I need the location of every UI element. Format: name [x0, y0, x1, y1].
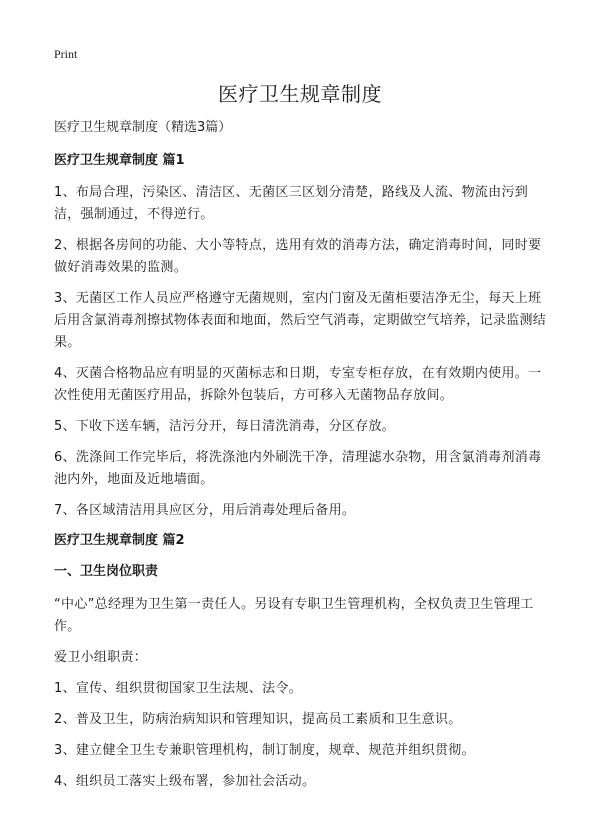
section1-item: 4、灭菌合格物品应有明显的灭菌标志和日期，专室专柜存放，在有效期内使用。一次性使用无菌医疗用品，拆除外包装后，方可移入无菌物品存放间。 [54, 366, 542, 403]
document-body [54, 118, 548, 802]
section2-sub-heading: 一、卫生岗位职责 [54, 564, 159, 579]
section2-item: 4、组织员工落实上级布署，参加社会活动。 [54, 774, 316, 789]
section-heading-2: 医疗卫生规章制度 篇2 [54, 533, 185, 548]
section2-item: “中心”总经理为卫生第一责任人。另设有专职卫生管理机构，全权负责卫生管理工作。 [54, 597, 534, 634]
section1-item: 7、各区域清洁用具应区分，用后消毒处理后备用。 [54, 503, 356, 518]
section2-item: 2、普及卫生，防病治病知识和管理知识，提高员工素质和卫生意识。 [54, 712, 462, 727]
section1-item: 6、洗涤间工作完毕后，将洗涤池内外刷洗干净，清理滤水杂物，用含氯消毒剂消毒池内外，地面及近地墙面。 [54, 450, 542, 487]
print-link[interactable]: Print [54, 47, 78, 61]
section1-item: 2、根据各房间的功能、大小等特点，选用有效的消毒方法，确定消毒时间，同时要做好消毒效果的监测。 [54, 238, 542, 275]
document-subtitle: 医疗卫生规章制度（精选3篇） [54, 120, 232, 135]
page-title: 医疗卫生规章制度 [218, 82, 382, 106]
section-heading-1: 医疗卫生规章制度 篇1 [54, 153, 185, 168]
section2-item: 1、宣传、组织贯彻国家卫生法规、法令。 [54, 681, 302, 696]
section1-item: 3、无菌区工作人员应严格遵守无菌规则，室内门窗及无菌柜要洁净无尘，每天上班后用含氯消毒剂擦拭物体表面和地面，然后空气消毒，定期做空气培养，记录监测结果。 [54, 291, 547, 350]
section1-item: 5、下收下送车辆，洁污分开，每日清洗消毒，分区存放。 [54, 419, 396, 434]
section1-item: 1、布局合理，污染区、清洁区、无菌区三区划分清楚，路线及人流、物流由污到洁，强制通过，不得逆行。 [54, 185, 529, 222]
section2-item: 3、建立健全卫生专兼职管理机构，制订制度，规章、规范并组织贯彻。 [54, 743, 475, 758]
section2-item: 爱卫小组职责： [54, 650, 148, 665]
